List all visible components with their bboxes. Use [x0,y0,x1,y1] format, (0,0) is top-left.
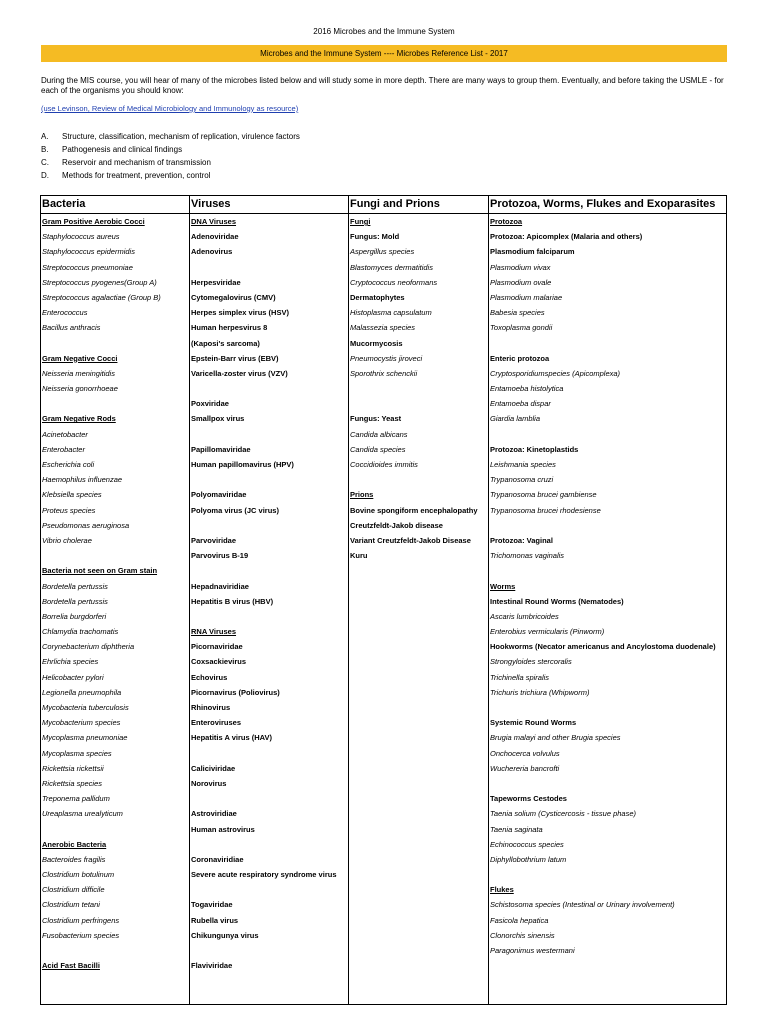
empty-cell [190,518,348,533]
viruses-column [189,196,348,1004]
category-heading: Acid Fast Bacilli [42,961,100,971]
organism-cell: Cryptosporidiumspecies (Apicomplexa) [490,368,621,378]
category-heading: Prions [350,490,374,500]
organism-cell: Mucormycosis [350,338,403,348]
microbes-table [40,195,727,1005]
organism-cell: Rubella virus [191,915,239,925]
category-heading: Fungi [350,217,371,226]
empty-cell [41,943,189,958]
organism-cell: Neisseria gonorrhoeae [42,384,118,394]
organism-cell: Neisseria meningitidis [42,368,115,378]
objective-item: A. Structure, classification, mechanism of replication, virulence factors [41,132,300,141]
organism-cell: Cryptococcus neoformans [350,277,438,287]
organism-cell: Norovirus [191,778,227,788]
organism-cell: Pseudomonas aeruginosa [42,520,130,530]
organism-cell: Bovine spongiform encephalopathy [350,505,478,515]
organism-cell: (Kaposi's sarcoma) [191,338,260,348]
organism-cell: Fasicola hepatica [490,915,549,925]
organism-cell: Bacteroides fragilis [42,854,106,864]
organism-cell: Candida albicans [350,429,408,439]
organism-cell: Creutzfeldt-Jakob disease [350,520,443,530]
bacteria-column [41,196,189,1004]
organism-cell: Pneumocystis jiroveci [350,353,423,363]
column-heading: Bacteria [41,196,189,214]
organism-cell: Malassezia species [350,323,416,333]
organism-cell: Dermatophytes [350,292,405,302]
organism-cell: Trichinella spiralis [490,672,550,682]
organism-cell: Streptococcus agalactiae (Group B) [42,292,161,302]
organism-cell: Chlamydia trachomatis [42,627,119,637]
organism-cell: Sporothrix schenckii [350,368,418,378]
empty-cell [190,791,348,806]
organism-cell: Aspergillus species [350,247,415,257]
organism-cell: Ureaplasma urealyticum [42,809,123,819]
category-heading: Anerobic Bacteria [42,839,107,849]
organism-cell: Onchocerca volvulus [490,748,560,758]
organism-cell: Staphylococcus aureus [42,232,120,242]
organism-cell: Bordetella pertussis [42,581,108,591]
organism-cell: Astroviridiae [191,809,237,819]
empty-cell [489,336,726,351]
organism-cell: Caliciviridae [191,763,236,773]
organism-cell: Rhinovirus [191,703,231,712]
empty-cell [349,472,488,487]
organism-cell: Clostridium perfringens [42,915,120,925]
organism-cell: Flaviviridae [191,961,233,971]
category-heading: DNA Viruses [191,217,237,226]
organism-cell: Cytomegalovirus (CMV) [191,292,276,302]
organism-cell: Paragonimus westermani [490,946,575,955]
organism-cell: Chikungunya virus [191,930,259,940]
organism-cell: Staphylococcus epidermidis [42,247,135,257]
organism-cell: Epstein-Barr virus (EBV) [191,353,279,363]
organism-cell: Tapeworms Cestodes [490,794,567,804]
empty-cell [41,822,189,837]
empty-cell [190,563,348,578]
organism-cell: Parvovirus B-19 [191,551,249,561]
organism-cell: Streptococcus pneumoniae [42,262,133,272]
organism-cell: Human astrovirus [191,824,255,834]
empty-cell [41,396,189,411]
organism-cell: Babesia species [490,308,545,318]
organism-cell: Hepadnaviridiae [191,581,249,591]
organism-cell: Smallpox virus [191,414,245,424]
objectives-list [41,130,300,182]
organism-cell: Schistosoma species (Intestinal or Urinary involvement) [490,900,675,910]
organism-cell: Severe acute respiratory syndrome virus [191,870,337,880]
empty-cell [489,563,726,578]
category-heading: Flukes [490,885,514,895]
organism-cell: Enteric protozoa [490,353,550,363]
empty-cell [190,427,348,442]
organism-cell: Helicobacter pylori [42,672,104,682]
organism-cell: Histoplasma capsulatum [350,308,432,318]
organism-cell: Rickettsia rickettsii [42,763,104,773]
fungi-prions-column [348,196,488,1004]
organism-cell: Enterobacter [42,444,85,454]
organism-cell: Trypanosoma cruzi [490,475,554,485]
organism-cell: Hepatitis A virus (HAV) [191,733,272,743]
organism-cell: Varicella-zoster virus (VZV) [191,368,288,378]
empty-cell [190,943,348,958]
empty-cell [190,882,348,897]
organism-cell: Plasmodium malariae [490,292,563,302]
protozoa-worms-column [488,196,726,1004]
organism-cell: Trypanosoma brucei rhodesiense [490,505,601,515]
intro-paragraph: During the MIS course, you will hear of many of the microbes listed below and will study some in more depth. There are many ways to group them. Eventually, and before taking the USMLE - for each of the organisms you should know: [41,76,724,95]
organism-cell: Wuchereria bancrofti [490,763,560,773]
empty-cell [349,381,488,396]
column-heading: Viruses [190,196,348,214]
organism-cell: Plasmodium vivax [490,262,551,272]
organism-cell: Toxoplasma gondii [490,323,553,333]
category-heading: Gram Positive Aerobic Cocci [42,217,145,226]
organism-cell: Clostridium botulinum [42,870,115,880]
empty-cell [489,427,726,442]
organism-cell: Klebsiella species [42,490,102,500]
organism-cell: Enterobius vermicularis (Pinworm) [490,627,605,637]
organism-cell: Blastomyces dermatitidis [350,262,433,272]
organism-cell: Trichomonas vaginalis [490,551,565,561]
category-heading: Worms [490,581,516,591]
organism-cell: Mycobacterium species [42,718,121,728]
organism-cell: Coxsackievirus [191,657,247,667]
organism-cell: Fungus: Mold [350,232,400,242]
organism-cell: Polyomaviridae [191,490,247,500]
organism-cell: Leishmania species [490,460,556,469]
organism-cell: Trypanosoma brucei gambiense [490,490,597,500]
empty-cell [190,609,348,624]
organism-cell: Legionella pneumophila [42,687,122,697]
organism-cell: Diphyllobothrium latum [490,854,567,864]
organism-cell: Fungus: Yeast [350,414,402,424]
organism-cell: Clostridium difficile [42,885,105,895]
organism-cell: Haemophilus influenzae [42,475,123,485]
organism-cell: Clonorchis sinensis [490,930,555,940]
organism-cell: Streptococcus pyogenes(Group A) [42,277,157,287]
organism-cell: Hookworms (Necator americanus and Ancylostoma duodenale) [490,642,716,652]
organism-cell: Taenia saginata [490,824,543,834]
organism-cell: Plasmodium ovale [490,277,552,287]
organism-cell: Enteroviruses [191,718,242,728]
organism-cell: Candida species [350,444,406,454]
empty-cell [190,472,348,487]
organism-cell: Ehrlichia species [42,657,99,667]
organism-cell: Strongyloides stercoralis [490,657,572,667]
category-heading: Gram Negative Cocci [42,353,118,363]
organism-cell: Adenovirus [191,247,233,257]
organism-cell: Entamoeba histolytica [490,384,564,394]
organism-cell: Variant Creutzfeldt-Jakob Disease [350,535,471,545]
organism-cell: Systemic Round Worms [490,718,577,728]
organism-cell: Kuru [350,551,368,561]
organism-cell: Echovirus [191,672,228,682]
empty-cell [190,746,348,761]
organism-cell: Protozoa: Vaginal [490,535,553,545]
organism-cell: Hepatitis B virus (HBV) [191,596,274,606]
organism-cell: Protozoa: Apicomplex (Malaria and others) [490,232,643,242]
organism-cell: Plasmodium falciparum [490,247,575,257]
empty-cell [41,548,189,563]
organism-cell: Herpesviridae [191,277,241,287]
organism-cell: Vibrio cholerae [42,535,92,545]
organism-cell: Picornaviridae [191,642,243,652]
empty-cell [41,336,189,351]
empty-cell [190,260,348,275]
organism-cell: Trichuris trichiura (Whipworm) [490,687,590,697]
empty-cell [489,867,726,882]
category-heading: Gram Negative Rods [42,414,116,424]
organism-cell: Clostridium tetani [42,900,100,910]
category-heading: Protozoa [490,217,523,226]
organism-cell: Ascaris lumbricoides [490,611,559,621]
column-heading: Protozoa, Worms, Flukes and Exoparasites [489,196,726,214]
category-heading: RNA Viruses [191,627,237,637]
organism-cell: Entamoeba dispar [490,399,551,409]
category-heading: Bacteria not seen on Gram stain [42,566,158,576]
organism-cell: Polyoma virus (JC virus) [191,505,279,515]
organism-cell: Parvoviridae [191,535,237,545]
organism-cell: Corynebacterium diphtheria [42,642,135,652]
organism-cell: Coronaviridiae [191,854,244,864]
empty-cell [190,837,348,852]
levinson-reference-link[interactable]: (use Levinson, Review of Medical Microbiology and Immunology as resource) [41,104,299,113]
organism-cell: Borrelia burgdorferi [42,611,107,621]
empty-cell [489,518,726,533]
empty-cell [489,700,726,715]
organism-cell: Bacillus anthracis [42,323,101,333]
organism-cell: Mycoplasma species [42,748,112,758]
organism-cell: Mycobacteria tuberculosis [42,703,129,712]
reference-list-banner: Microbes and the Immune System ---- Microbes Reference List - 2017 [41,45,727,62]
organism-cell: Mycoplasma pneumoniae [42,733,128,743]
organism-cell: Treponema pallidum [42,794,110,804]
organism-cell: Echinococcus species [490,839,564,849]
organism-cell: Human herpesvirus 8 [191,323,268,333]
empty-cell [349,396,488,411]
column-heading: Fungi and Prions [349,196,488,214]
organism-cell: Proteus species [42,505,96,515]
organism-cell: Escherichia coli [42,460,95,469]
organism-cell: Papillomaviridae [191,444,251,454]
organism-cell: Brugia malayi and other Brugia species [490,733,621,743]
organism-cell: Coccidioides immitis [350,460,418,469]
organism-cell: Adenoviridae [191,232,239,242]
organism-cell: Picornavirus (Poliovirus) [191,687,280,697]
organism-cell: Taenia solium (Cysticercosis - tissue phase) [490,809,637,819]
objective-item: D. Methods for treatment, prevention, control [41,171,211,180]
organism-cell: Intestinal Round Worms (Nematodes) [490,596,624,606]
organism-cell: Togaviridae [191,900,233,910]
organism-cell: Herpes simplex virus (HSV) [191,308,289,318]
organism-cell: Fusobacterium species [42,930,120,940]
organism-cell: Acinetobacter [42,429,88,439]
organism-cell: Bordetella pertussis [42,596,108,606]
organism-cell: Rickettsia species [42,778,103,788]
organism-cell: Enterococcus [42,308,88,318]
organism-cell: Poxviridae [191,399,229,409]
empty-cell [190,381,348,396]
document-title: 2016 Microbes and the Immune System [313,27,455,36]
organism-cell: Protozoa: Kinetoplastids [490,444,579,454]
organism-cell: Human papillomavirus (HPV) [191,460,294,469]
objective-item: C. Reservoir and mechanism of transmission [41,158,211,167]
objective-item: B. Pathogenesis and clinical findings [41,145,183,154]
empty-cell [489,776,726,791]
organism-cell: Giardia lamblia [490,414,541,424]
